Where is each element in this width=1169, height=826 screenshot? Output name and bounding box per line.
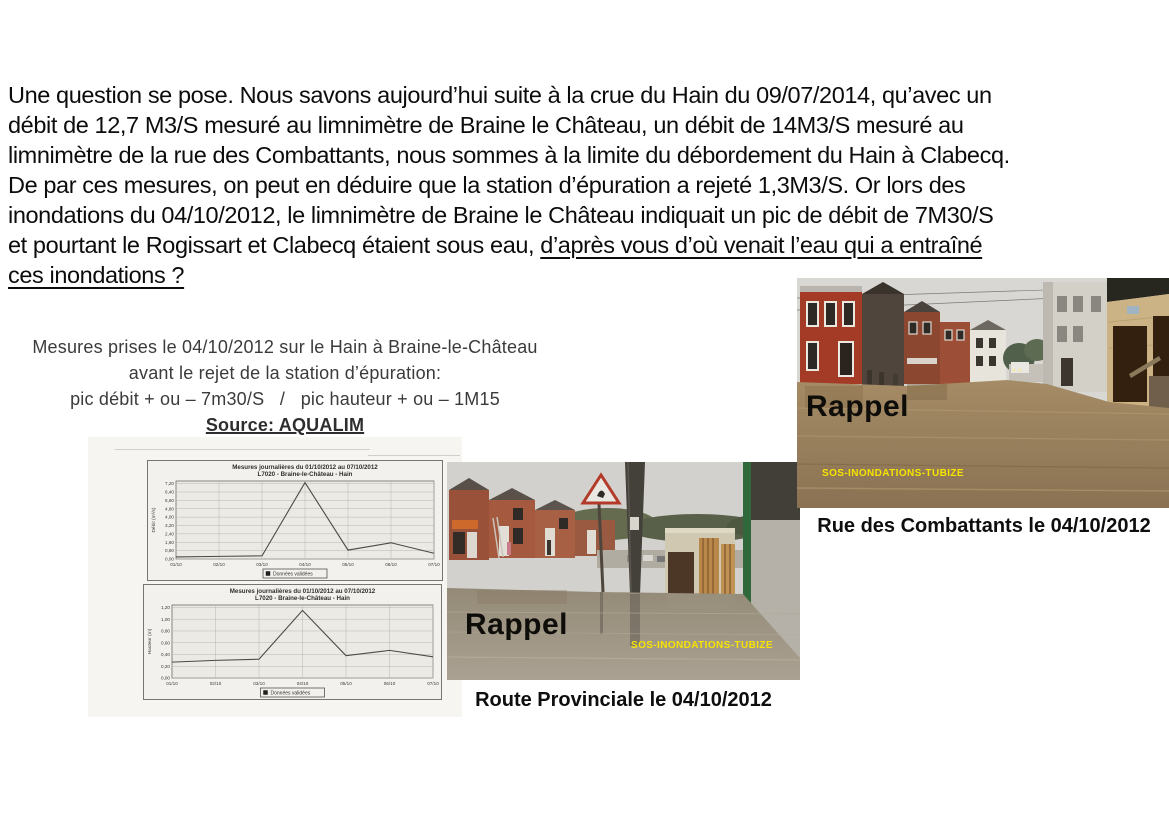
svg-text:07/10: 07/10 <box>427 681 439 686</box>
chart-hauteur-hydrograph <box>143 584 442 700</box>
scan-artifact-line <box>115 449 370 450</box>
svg-text:0,00: 0,00 <box>165 556 174 562</box>
svg-text:L7020 - Braine-le-Château - Ha: L7020 - Braine-le-Château - Hain <box>257 471 353 478</box>
intro-line-2: débit de 12,7 M3/S mesuré au limnimètre de Braine le Château, un débit de 14M3/S mesuré au <box>8 112 964 138</box>
svg-text:0,00: 0,00 <box>161 675 170 681</box>
person <box>547 540 551 555</box>
svg-text:06/10: 06/10 <box>383 681 396 686</box>
svg-text:3,20: 3,20 <box>165 523 174 529</box>
svg-text:0,40: 0,40 <box>161 652 170 658</box>
svg-text:0,20: 0,20 <box>161 663 170 669</box>
svg-text:1,20: 1,20 <box>161 605 170 611</box>
svg-text:Hauteur (m): Hauteur (m) <box>148 628 153 655</box>
photo-rue-des-combattants <box>797 278 1169 508</box>
svg-text:Données validées: Données validées <box>270 690 311 697</box>
stone-pile <box>1149 376 1169 408</box>
svg-text:06/10: 06/10 <box>385 562 397 567</box>
measures-line-1: Mesures prises le 04/10/2012 sur le Hain à Braine-le-Château <box>32 337 538 357</box>
watermark-provinciale: SOS-INONDATIONS-TUBIZE <box>631 640 773 651</box>
intro-line-6-plain: et pourtant le Rogissart et Clabecq étaient sous eau, <box>8 232 541 258</box>
intro-line-6 <box>8 230 1166 260</box>
svg-text:05/10: 05/10 <box>340 681 352 686</box>
intro-line-5: inondations du 04/10/2012, le limnimètre de Braine le Château indiquait un pic de débit de 7M30/S <box>8 202 994 228</box>
measures-line-2: avant le rejet de la station d’épuration: <box>128 363 442 383</box>
svg-text:2,40: 2,40 <box>165 531 174 537</box>
intro-underlined-question-part2: ces inondations ? <box>8 262 185 288</box>
white-van <box>1011 362 1029 373</box>
svg-text:7,20: 7,20 <box>165 481 174 487</box>
intro-line-4: De par ces mesures, on peut en déduire que la station d’épuration a rejeté 1,3M3/S. Or lors des <box>8 172 966 198</box>
svg-text:05/10: 05/10 <box>342 562 354 567</box>
intro-line-1: Une question se pose. Nous savons aujourd’hui suite à la crue du Hain du 09/07/2014, qu’avec un <box>8 82 992 108</box>
orange-awning <box>452 520 478 529</box>
measures-note <box>6 334 564 438</box>
svg-text:Mesures journalières du 01/10/: Mesures journalières du 01/10/2012 au 07/10/2012 <box>229 588 376 595</box>
svg-text:0,80: 0,80 <box>161 628 170 634</box>
svg-text:4,00: 4,00 <box>165 514 174 520</box>
caption-route-provinciale: Route Provinciale le 04/10/2012 <box>475 689 772 711</box>
measures-line-3: pic débit + ou – 7m30/S / pic hauteur + ou – 1M15 <box>70 389 500 409</box>
svg-text:4,80: 4,80 <box>165 506 174 512</box>
intro-underlined-question-part1: d’après vous d’où venait l’eau qui a entraîné <box>540 232 983 258</box>
svg-text:1,60: 1,60 <box>165 539 174 545</box>
rappel-label-provinciale: Rappel <box>465 608 569 641</box>
svg-text:L7020 - Braine-le-Château - Ha: L7020 - Braine-le-Château - Hain <box>255 595 350 602</box>
garage-wall <box>1107 294 1169 410</box>
caption-rue-des-combattants: Rue des Combattants le 04/10/2012 <box>817 515 1151 537</box>
svg-text:04/10: 04/10 <box>299 562 311 567</box>
svg-text:04/10: 04/10 <box>296 681 309 686</box>
garage-door <box>1113 326 1147 402</box>
svg-text:01/10: 01/10 <box>170 562 182 567</box>
svg-text:6,40: 6,40 <box>165 489 174 495</box>
electrical-cabinet <box>665 528 735 594</box>
svg-text:0,60: 0,60 <box>161 640 170 646</box>
svg-text:1,00: 1,00 <box>161 616 170 622</box>
scan-artifact-line <box>368 455 460 456</box>
person <box>507 542 511 555</box>
svg-text:Données validées: Données validées <box>273 571 313 578</box>
svg-text:5,60: 5,60 <box>165 497 174 503</box>
white-building <box>1043 282 1109 392</box>
svg-text:07/10: 07/10 <box>428 562 440 567</box>
svg-text:03/10: 03/10 <box>253 681 265 686</box>
svg-text:0,80: 0,80 <box>165 548 174 554</box>
red-brick-house <box>800 286 862 384</box>
chart-debit-hydrograph <box>147 460 443 581</box>
photo-route-provinciale <box>447 462 800 680</box>
intro-line-3: limnimètre de la rue des Combattants, nous sommes à la limite du débordement du Hain à Clabecq. <box>8 142 1010 168</box>
svg-text:02/10: 02/10 <box>213 562 225 567</box>
watermark-combattants: SOS-INONDATIONS-TUBIZE <box>822 468 964 479</box>
rappel-label-combattants: Rappel <box>806 390 910 423</box>
svg-text:Mesures journalières du 01/10/: Mesures journalières du 01/10/2012 au 07/10/2012 <box>232 464 378 471</box>
svg-text:Débit (m³/s): Débit (m³/s) <box>152 507 157 533</box>
intro-paragraph <box>8 80 1166 290</box>
svg-text:02/10: 02/10 <box>209 681 222 686</box>
svg-text:03/10: 03/10 <box>256 562 268 567</box>
svg-text:01/10: 01/10 <box>166 681 178 686</box>
measures-source-label: Source: AQUALIM <box>205 415 365 435</box>
